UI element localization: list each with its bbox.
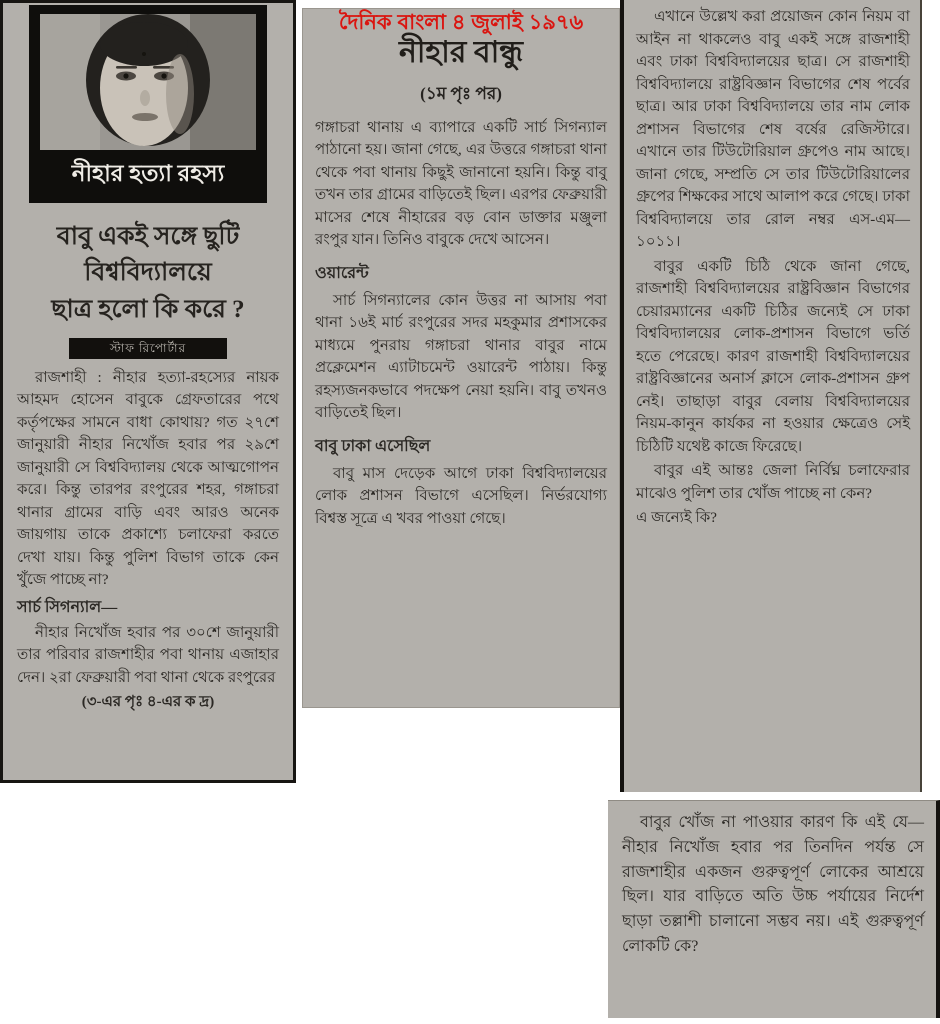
middle-subhead-babu-dhaka: বাবু ঢাকা এসেছিল	[315, 437, 431, 455]
bottom-right-article-clipping	[608, 800, 940, 1018]
middle-subhead-warrant: ওয়ারেন্ট	[315, 264, 369, 282]
middle-paragraph-3: বাবু মাস দেড়েক আগে ঢাকা বিশ্ববিদ্যালয়ের লোক প্রশাসন বিভাগে এসেছিল। নির্ভরযোগ্য বিশ্বস্ত সূত্রে এ খবর পাওয়া গেছে।	[315, 465, 607, 527]
left-headline-line-1: বাবু একই সঙ্গে ছুটি	[56, 223, 240, 250]
right-article-clipping	[620, 0, 922, 792]
photo-frame	[29, 5, 267, 203]
middle-article-clipping	[302, 8, 620, 708]
left-subhead: সার্চ সিগন্যাল—	[17, 598, 118, 616]
left-paragraph-1: রাজশাহী : নীহার হত্যা-রহস্যের নায়ক আহমদ হোসেন বাবুকে গ্রেফতারের পথে কর্তৃপক্ষের সামনে বাধা কোথায়? গত ২৭শে জানুয়ারী নীহার নিখোঁজ হবার পর ২৯শে জানুয়ারী সে বিশ্ববিদ্যালয় থেকে আত্মগোপন করে। কিন্তু তারপর রংপুরের শহর, গঙ্গাচরা থানার গ্রামের বাড়ি এবং আরও অনেক জায়গায় তাকে প্রকাশ্যে চলাফেরা করতে দেখা যায়। কিন্তু পুলিশ বিভাগ তাকে কেন খুঁজে পাচ্ছে না?	[17, 369, 279, 589]
right-paragraph-4: এ জন্যেই কি?	[636, 510, 717, 526]
left-headline-line-3: ছাত্র হলো কি করে ?	[51, 295, 245, 323]
continuation-note: (৩-এর পৃঃ ৪-এর ক দ্র)	[81, 694, 215, 711]
middle-headline: নীহার বান্ধু	[398, 36, 524, 70]
left-headline-line-2: বিশ্ববিদ্যালয়ে	[84, 259, 212, 287]
left-body	[17, 367, 279, 714]
left-article-clipping	[0, 0, 296, 783]
right-body	[636, 6, 910, 530]
right-paragraph-1: এখানে উল্লেখ করা প্রয়োজন কোন নিয়ম বা আইন না থাকলেও বাবু একই সঙ্গে রাজশাহী এবং ঢাকা বিশ্ববিদ্যালয়ের ছাত্র। সে রাজশাহী বিশ্ববিদ্যালয়ে রাষ্ট্রবিজ্ঞান বিভাগের শেষ পর্বের ছাত্র। আর ঢাকা বিশ্ববিদ্যালয়ে তার নাম লোক প্রশাসন বিভাগের শেষ বর্ষের রেজিস্টারে। এখানে তার টিউটোরিয়াল গ্রুপেও নাম আছে। জানা গেছে, সম্প্রতি সে তার টিউটোরিয়ালের গ্রুপের শিক্ষকের সাথে আলাপ করে গেছে। ঢাকা বিশ্ববিদ্যালয়ে তার রোল নম্বর এস-এম—১০১১।	[636, 9, 910, 250]
portrait-photo	[40, 14, 256, 150]
bottom-paragraph-1: বাবুর খোঁজ না পাওয়ার কারণ কি এই যে—নীহার নিখোঁজ হবার পর তিনদিন পর্যন্ত সে রাজশাহীর একজন গুরুত্বপূর্ণ লোকের আশ্রয়ে ছিল। যার বাড়িতে অতি উচ্চ পর্যায়ের নির্দেশ ছাড়া তল্লাশী চালানো সম্ভব নয়। এই গুরুত্বপূর্ণ লোকটি কে?	[622, 814, 924, 955]
right-paragraph-3: বাবুর এই আন্তঃ জেলা নির্বিঘ্ন চলাফেরার মাঝেও পুলিশ তার খোঁজ পাচ্ছে না কেন?	[636, 463, 910, 502]
middle-paragraph-1: গঙ্গাচরা থানায় এ ব্যাপারে একটি সার্চ সিগন্যাল পাঠানো হয়। জানা গেছে, এর উত্তরে গঙ্গাচরা থানা থেকে পবা থানায় কিছুই জানানো হয়নি। কিন্তু বাবু তখন তার গ্রামের বাড়িতেই ছিল। এরপর ফেব্রুয়ারী মাসের শেষে নীহারের বড় বোন ডাক্তার মঞ্জুলা রংপুর যান। তিনিও বাবুকে দেখে আসেন।	[315, 119, 607, 249]
middle-body	[315, 117, 607, 531]
bottom-body	[622, 811, 924, 960]
middle-paragraph-2: সার্চ সিগন্যালের কোন উত্তর না আসায় পবা থানা ১৬ই মার্চ রংপুরের সদর মহকুমার প্রশাসকের মাধ্যমে পুনরায় গঙ্গাচরা থানার বাবুর নামে প্রক্লেমেশন এ্যাটাচমেন্ট ওয়ারেন্ট পাঠায়। কিন্তু রহস্যজনকভাবে পদক্ষেপ নেয়া হয়নি। বাবু তখনও বাড়িতেই ছিল।	[315, 292, 607, 422]
left-headline	[17, 219, 279, 328]
left-paragraph-2: নীহার নিখোঁজ হবার পর ৩০শে জানুয়ারী তার পরিবার রাজশাহীর পবা থানায় এজাহার দেন। ২রা ফেব্রুয়ারী পবা থানা থেকে রংপুরের	[17, 624, 279, 686]
right-paragraph-2: বাবুর একটি চিঠি থেকে জানা গেছে, রাজশাহী বিশ্ববিদ্যালয়ের রাষ্ট্রবিজ্ঞান বিভাগের চেয়ারম্যানের একটি চিঠির জন্যেই সে ঢাকা বিশ্ববিদ্যালয়ের লোক-প্রশাসন বিভাগে ভর্তি হতে পেরেছে। কারণ রাজশাহী বিশ্ববিদ্যালয়ের রাষ্ট্রবিজ্ঞানের অনার্স ক্লাসে লোক-প্রশাসন গ্রুপ নেই। তাছাড়া বাবুর বেলায় বিশ্ববিদ্যালয়ের নিয়ম-কানুন কার্যকর না হওয়ার ক্ষেত্রেও সেই চিঠিটি যথেষ্ট কাজে ফিরেছে।	[636, 258, 910, 455]
middle-subtitle: (১ম পৃঃ পর)	[420, 83, 502, 103]
byline-box: স্টাফ রিপোর্টার	[69, 338, 227, 359]
photo-caption: নীহার হত্যা রহস্য	[71, 161, 225, 186]
date-stamp: দৈনিক বাংলা ৪ জুলাই ১৯৭৬	[338, 11, 584, 34]
